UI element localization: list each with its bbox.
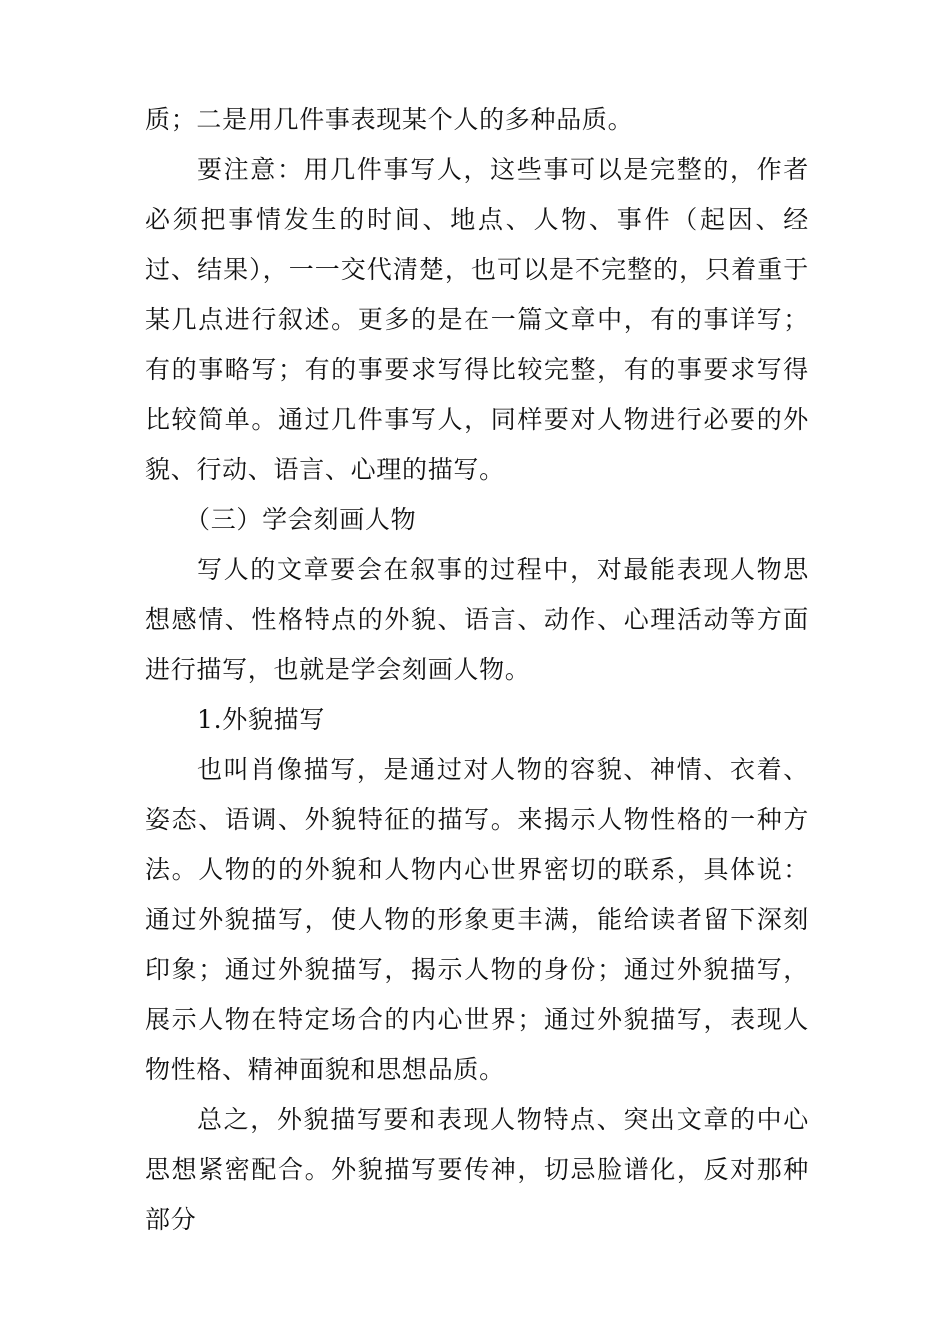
paragraph-portray-intro: 写人的文章要会在叙事的过程中，对最能表现人物思想感情、性格特点的外貌、语言、动作、心理活动等方面进行描写，也就是学会刻画人物。 — [145, 555, 809, 684]
subheading-appearance-description: 1.外貌描写 — [197, 705, 326, 734]
paragraph-summary: 总之，外貌描写要和表现人物特点、突出文章的中心思想紧密配合。外貌描写要传神，切忌脸谱化，反对那种部分 — [145, 1105, 809, 1234]
paragraph-appearance-definition: 也叫肖像描写，是通过对人物的容貌、神情、衣着、姿态、语调、外貌特征的描写。来揭示人物性格的一种方法。人物的的外貌和人物内心世界密切的联系，具体说：通过外貌描写，使人物的形象更丰满，能给读者留下深刻印象；通过外貌描写，揭示人物的身份；通过外貌描写，展示人物在特定场合的内心世界；通过外貌描写，表现人物性格、精神面貌和思想品质。 — [145, 755, 809, 1084]
section-heading-portray-characters: （三）学会刻画人物 — [185, 505, 417, 534]
document-body — [145, 95, 809, 1245]
paragraph-attention-note: 要注意：用几件事写人，这些事可以是完整的，作者必须把事情发生的时间、地点、人物、事件（起因、经过、结果），一一交代清楚，也可以是不完整的，只着重于某几点进行叙述。更多的是在一篇文章中，有的事详写；有的事略写；有的事要求写得比较完整，有的事要求写得比较简单。通过几件事写人，同样要对人物进行必要的外貌、行动、语言、心理的描写。 — [145, 155, 809, 484]
paragraph-continuation: 质；二是用几件事表现某个人的多种品质。 — [145, 105, 634, 134]
